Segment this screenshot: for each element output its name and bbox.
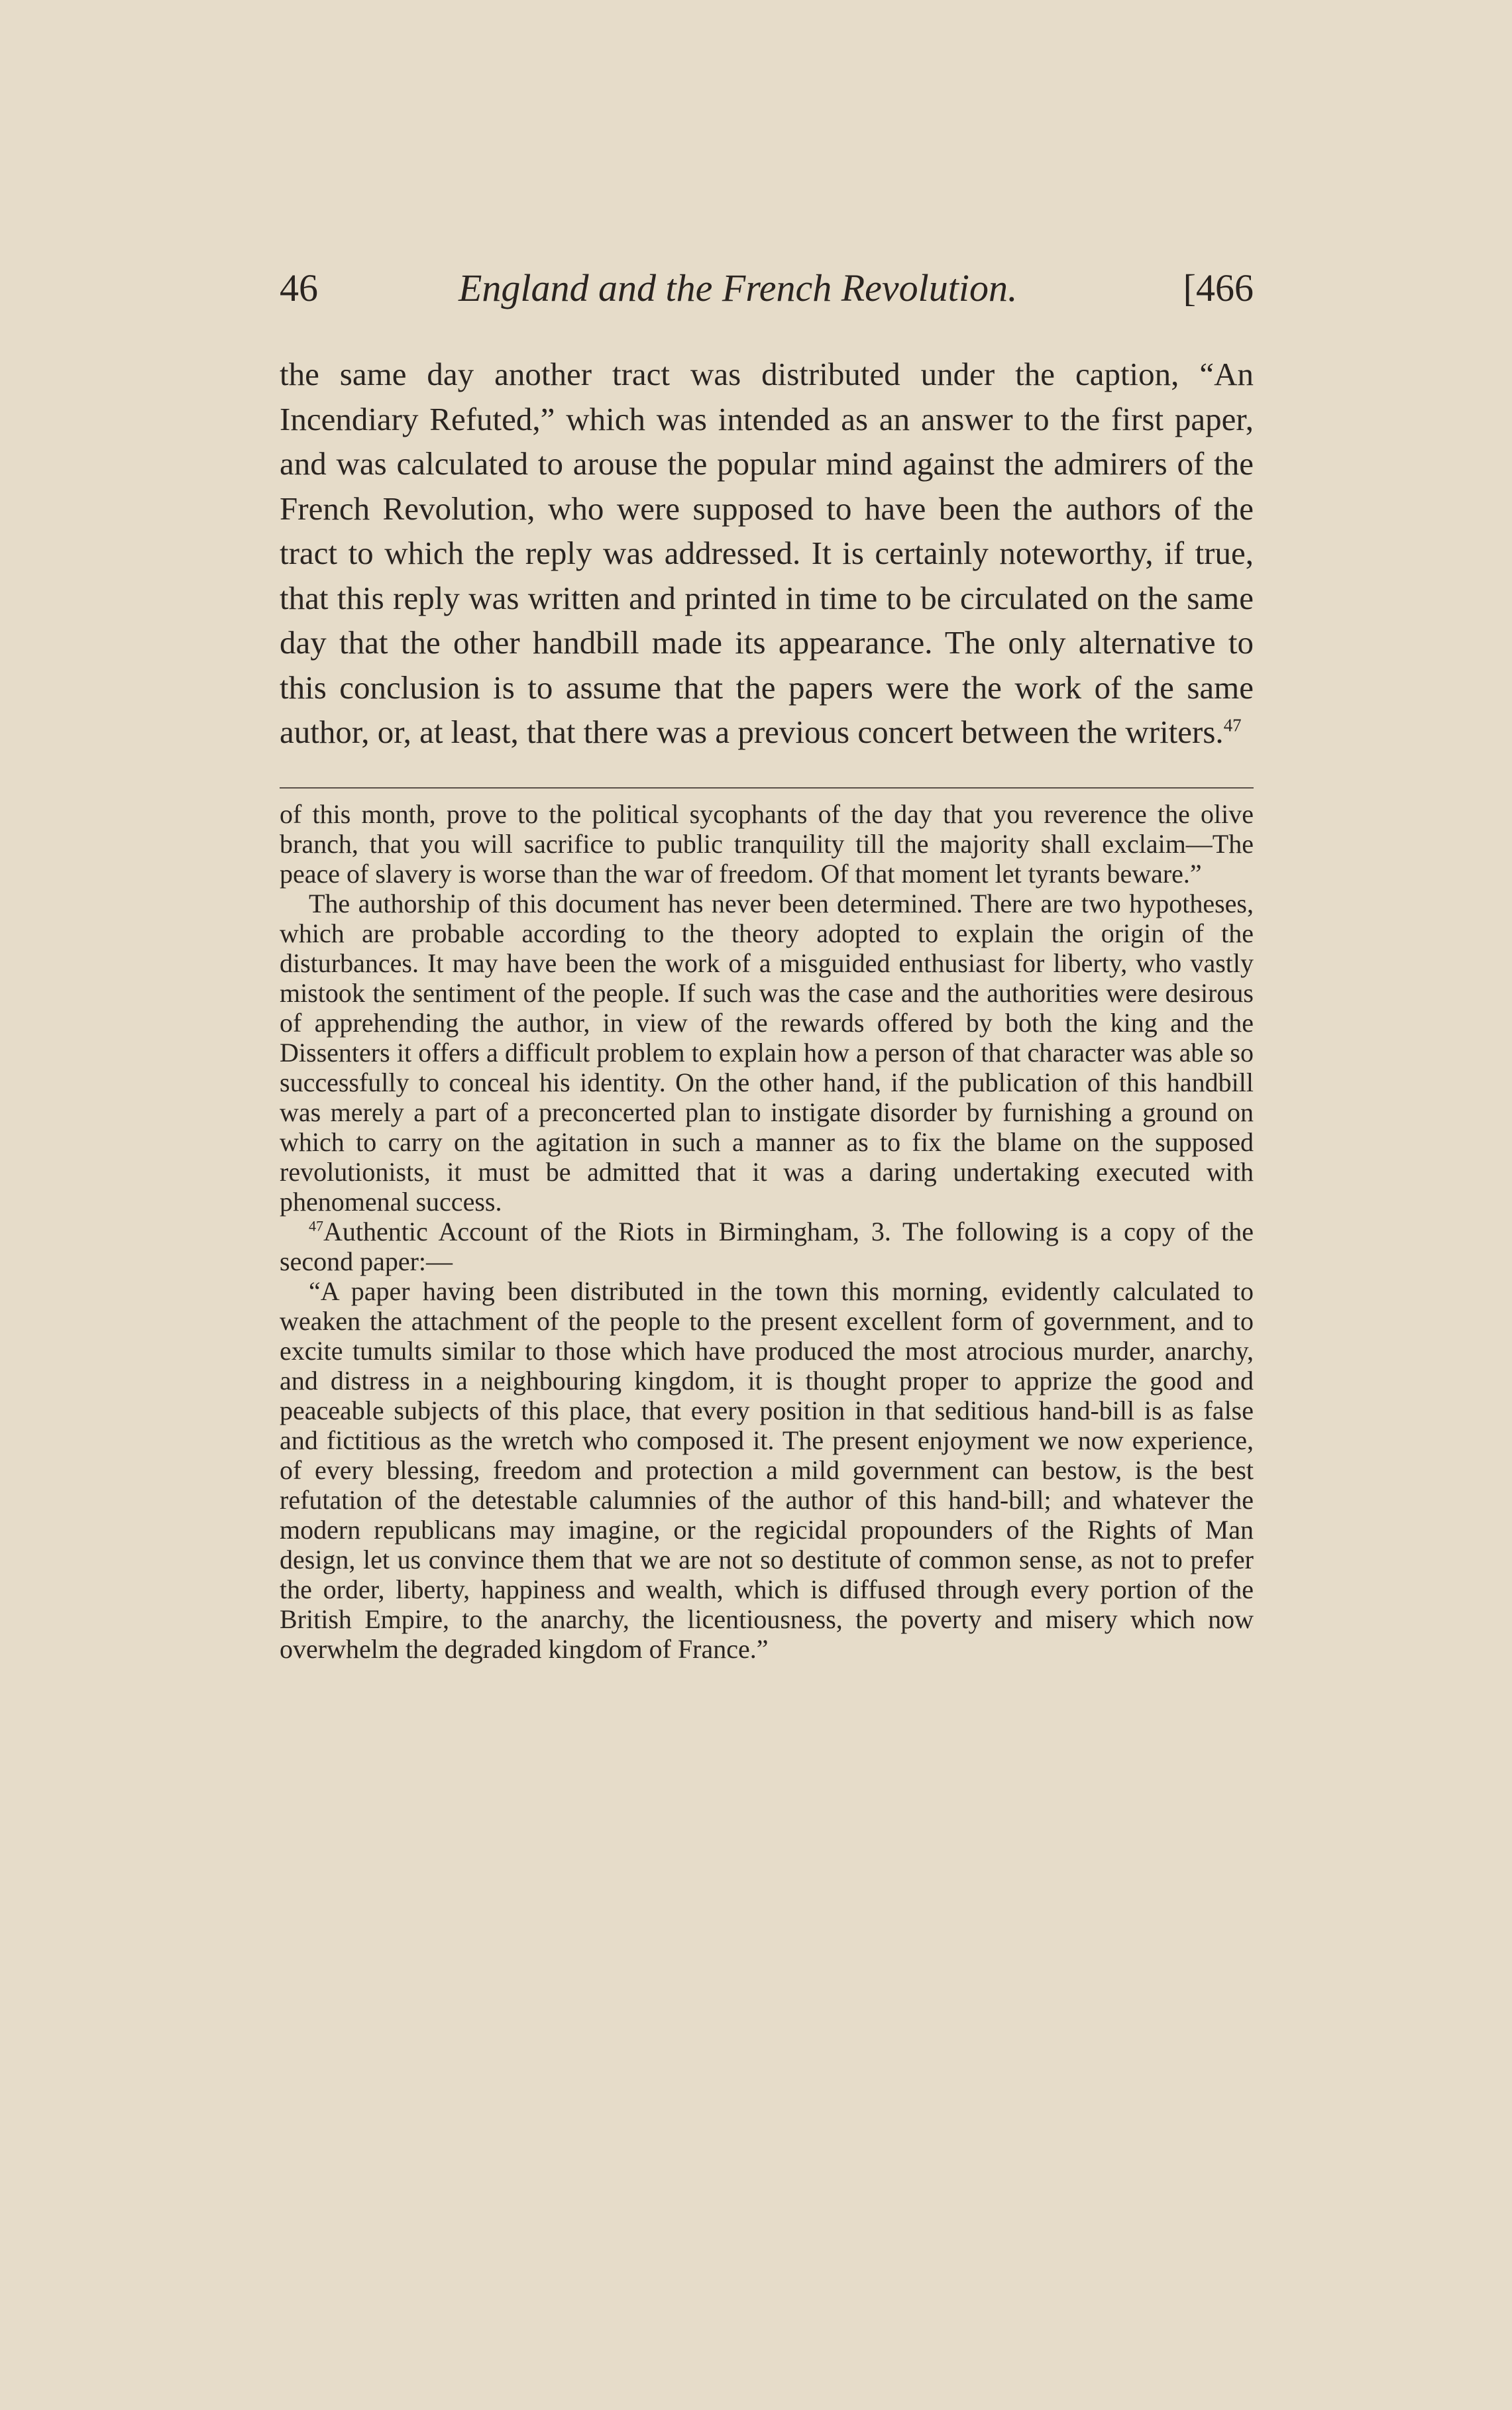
running-head [280, 262, 1254, 315]
footnote-47-marker: 47 [309, 1217, 323, 1234]
page-number: 46 [280, 266, 318, 309]
footnote-reference: 47 [1223, 715, 1242, 736]
footnote-authorship: The authorship of this document has never been determined. There are two hypotheses, which are probable according to the theory adopted to explain the origin of the disturbances. It may have been the work of a misguided enthusiast for liberty, who vastly mistook the sentiment of the people. If such was the case and the authorities were desirous of apprehending the author, in view of the rewards offered by both the king and the Dissenters it offers a difficult problem to explain how a person of that character was able so successfully to conceal his identity. On the other hand, if the publication of this handbill was merely a part of a preconcerted plan to instigate disorder by furnishing a ground on which to carry on the agitation in such a manner as to fix the blame on the supposed revolutionists, it must be admitted that it was a daring undertaking executed with phenomenal success. [280, 888, 1254, 1217]
running-title: England and the French Revolution. [459, 266, 1018, 309]
footnote-quotation: “A paper having been distributed in the town this morning, evidently calculated to weaken the attachment of the people to the present excellent form of government, and to excite tumults similar to those which have produced the most atrocious murder, anarchy, and distress in a neighbouring kingdom, it is thought proper to apprize the good and peaceable subjects of this place, that every position in that seditious hand-bill is as false and fictitious as the wretch who composed it. The present enjoyment we now experience, of every blessing, freedom and protection a mild government can bestow, is the best refutation of the detestable calumnies of the author of this hand-bill; and whatever the modern republicans may imagine, or the regicidal propounders of the Rights of Man design, let us convince them that we are not so destitute of common sense, as not to prefer the order, liberty, happiness and wealth, which is diffused through every portion of the British Empire, to the anarchy, the licentiousness, the poverty and misery which now overwhelm the degraded kingdom of France.” [280, 1276, 1254, 1664]
book-page [280, 262, 1254, 1664]
footnote-continuation: of this month, prove to the political sycophants of the day that you reverence the olive branch, that you will sacrifice to public tranquility till the majority shall exclaim—The peace of slavery is worse than the war of freedom. Of that moment let tyrants beware.” [280, 798, 1254, 889]
footnotes [280, 799, 1254, 1664]
footnote-47-text: Authentic Account of the Riots in Birmingham, 3. The following is a copy of the second paper:— [280, 1216, 1254, 1276]
footnote-divider [280, 787, 1254, 789]
footnote-47 [280, 1217, 1254, 1276]
main-paragraph [280, 352, 1254, 755]
original-page-number: [466 [1183, 266, 1254, 309]
main-paragraph-text: the same day another tract was distributed under the caption, “An Incendiary Refuted,” which was intended as an answer to the first paper, and was calculated to arouse the popular mind against the admirers of the French Revolution, who were supposed to have been the authors of the tract to which the reply was addressed. It is certainly noteworthy, if true, that this reply was written and printed in time to be circulated on the same day that the other handbill made its appearance. The only alternative to this conclusion is to assume that the papers were the work of the same author, or, at least, that there was a previous concert between the writers. [280, 356, 1254, 750]
